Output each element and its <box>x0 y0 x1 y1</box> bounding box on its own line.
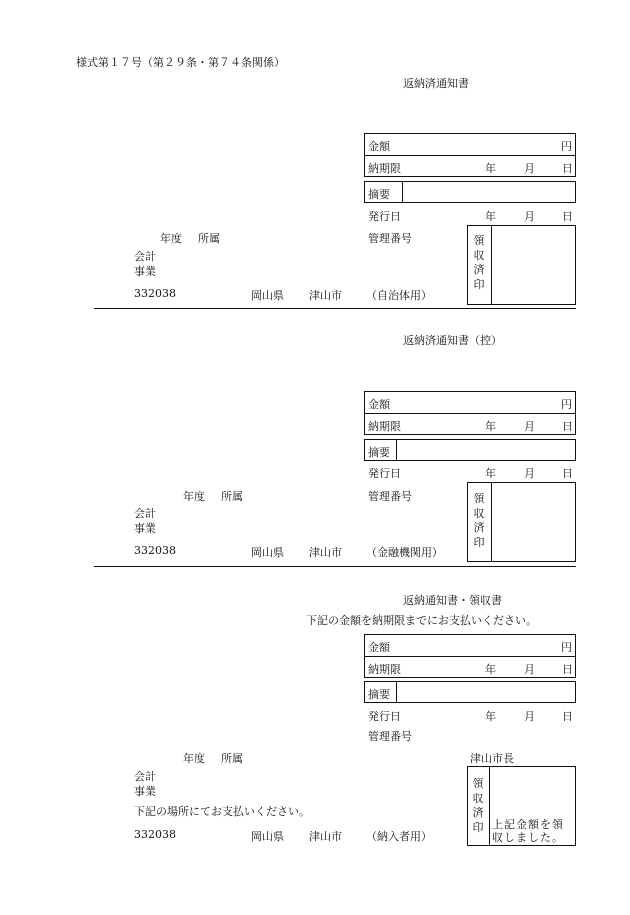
stamp-label: 領収済印 <box>473 234 485 291</box>
section-separator <box>94 566 576 567</box>
issue-date-label: 発行日 <box>368 467 401 480</box>
affiliation-label: 所属 <box>221 752 243 765</box>
issue-day: 日 <box>562 710 573 723</box>
issue-year: 年 <box>485 210 496 223</box>
deadline-day: 日 <box>562 162 573 175</box>
mayor-label: 津山市長 <box>470 752 514 765</box>
business-label: 事業 <box>134 265 156 278</box>
issue-day: 日 <box>562 467 573 480</box>
amount-unit: 円 <box>561 140 572 153</box>
divider <box>364 155 576 156</box>
prefecture: 岡山県 <box>251 289 284 302</box>
prefecture: 岡山県 <box>251 546 284 559</box>
management-no-label: 管理番号 <box>368 232 412 245</box>
fiscal-year-label: 年度 <box>160 232 182 245</box>
municipality-code: 332038 <box>134 828 176 841</box>
account-label: 会計 <box>134 770 156 783</box>
account-label: 会計 <box>134 250 156 263</box>
issue-month: 月 <box>524 710 535 723</box>
fiscal-year-label: 年度 <box>183 752 205 765</box>
receipt-note: 上記金額を領収しました。 <box>492 818 564 844</box>
municipality-code: 332038 <box>134 544 176 557</box>
divider <box>364 413 576 414</box>
amount-label: 金額 <box>368 398 390 411</box>
payment-instruction: 下記の金額を納期限までにお支払いください。 <box>306 614 537 627</box>
issue-month: 月 <box>524 210 535 223</box>
place-instruction: 下記の場所にてお支払いください。 <box>134 805 310 818</box>
amount-unit: 円 <box>561 398 572 411</box>
management-no-label: 管理番号 <box>368 490 412 503</box>
prefecture: 岡山県 <box>251 830 284 843</box>
account-label: 会計 <box>134 507 156 520</box>
deadline-month: 月 <box>524 663 535 676</box>
summary-label: 摘要 <box>368 188 390 201</box>
amount-label: 金額 <box>368 641 390 654</box>
divider <box>489 766 490 846</box>
summary-label: 摘要 <box>368 688 390 701</box>
divider <box>396 681 397 703</box>
copy-type: （自治体用） <box>366 289 432 302</box>
divider <box>491 482 492 562</box>
city: 津山市 <box>309 830 342 843</box>
fiscal-year-label: 年度 <box>183 490 205 503</box>
issue-date-label: 発行日 <box>368 210 401 223</box>
stamp-label: 領収済印 <box>473 492 485 549</box>
divider <box>402 181 403 203</box>
business-label: 事業 <box>134 785 156 798</box>
copy-type: （納入者用） <box>366 830 432 843</box>
deadline-year: 年 <box>485 162 496 175</box>
section-title: 返納通知書・領収書 <box>403 594 502 607</box>
city: 津山市 <box>309 289 342 302</box>
divider <box>396 439 397 461</box>
summary-box <box>364 181 576 203</box>
section-title: 返納済通知書（控） <box>403 334 502 347</box>
issue-date-label: 発行日 <box>368 710 401 723</box>
amount-unit: 円 <box>561 641 572 654</box>
deadline-month: 月 <box>524 420 535 433</box>
section-title: 返納済通知書 <box>403 77 469 90</box>
municipality-code: 332038 <box>134 287 176 300</box>
issue-day: 日 <box>562 210 573 223</box>
deadline-year: 年 <box>485 420 496 433</box>
issue-month: 月 <box>524 467 535 480</box>
deadline-month: 月 <box>524 162 535 175</box>
summary-label: 摘要 <box>368 446 390 459</box>
divider <box>491 225 492 305</box>
stamp-label: 領収済印 <box>472 777 484 834</box>
deadline-label: 納期限 <box>368 420 401 433</box>
business-label: 事業 <box>134 522 156 535</box>
deadline-label: 納期限 <box>368 663 401 676</box>
deadline-day: 日 <box>562 663 573 676</box>
deadline-day: 日 <box>562 420 573 433</box>
deadline-year: 年 <box>485 663 496 676</box>
issue-year: 年 <box>485 710 496 723</box>
city: 津山市 <box>309 546 342 559</box>
amount-label: 金額 <box>368 140 390 153</box>
affiliation-label: 所属 <box>221 490 243 503</box>
divider <box>364 656 576 657</box>
form-number: 様式第１７号（第２９条・第７４条関係） <box>76 56 285 69</box>
deadline-label: 納期限 <box>368 162 401 175</box>
issue-year: 年 <box>485 467 496 480</box>
affiliation-label: 所属 <box>198 232 220 245</box>
copy-type: （金融機関用） <box>366 546 443 559</box>
section-separator <box>94 308 576 309</box>
management-no-label: 管理番号 <box>368 730 412 743</box>
